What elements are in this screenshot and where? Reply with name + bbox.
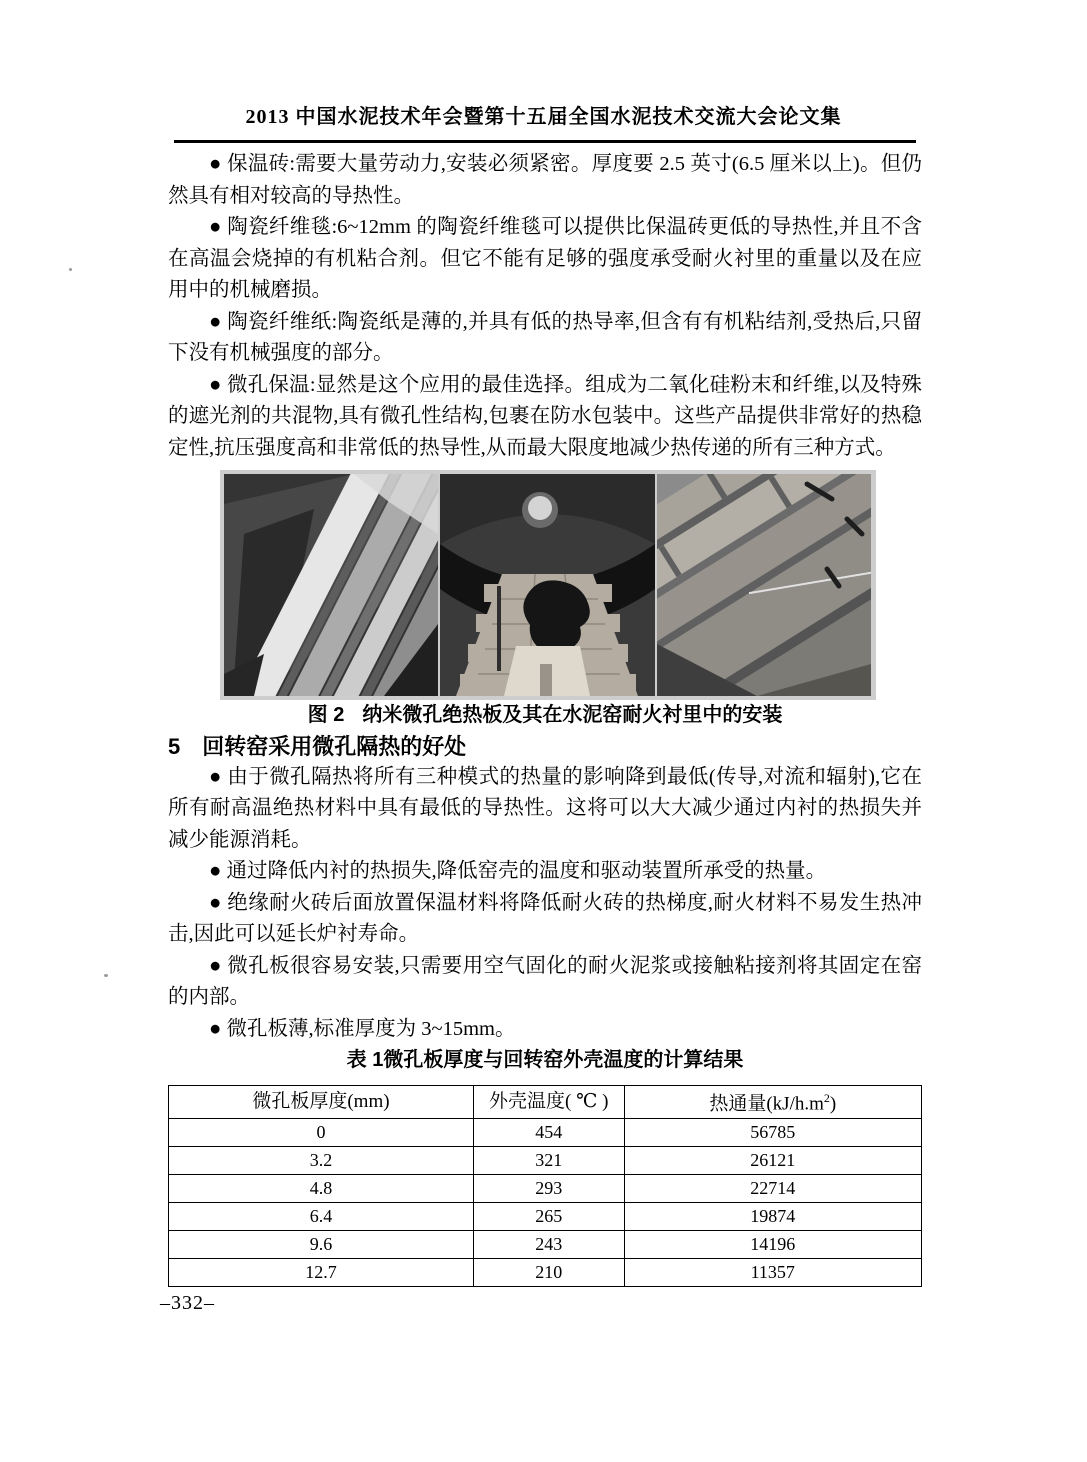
col-header-shell-temperature: 外壳温度( ℃ )	[473, 1085, 624, 1118]
bullet-lower-shell-temperature: ● 通过降低内衬的热损失,降低窑壳的温度和驱动装置所承受的热量。	[209, 860, 827, 882]
table-1-title-text: 微孔板厚度与回转窑外壳温度的计算结果	[383, 1049, 744, 1071]
bullet-lowest-conductivity: ● 由于微孔隔热将所有三种模式的热量的影响降到最低(传导,对流和辐射),它在所有耐高温绝热材料中具有最低的导热性。这将可以大大减少通过内衬的热损失并减少能源消耗。	[168, 765, 922, 851]
cell-temperature: 293	[473, 1174, 624, 1202]
table-1	[168, 1085, 922, 1287]
cell-heat-flux: 11357	[624, 1258, 921, 1286]
cell-temperature: 265	[473, 1202, 624, 1230]
cell-temperature: 210	[473, 1258, 624, 1286]
cell-thickness: 0	[169, 1118, 474, 1146]
bullet-microporous-insulation: ● 微孔保温:显然是这个应用的最佳选择。组成为二氧化硅粉末和纤维,以及特殊的遮光剂的共混物,具有微孔性结构,包裹在防水包装中。这些产品提供非常好的热稳定性,抗压强度高和非常低的热导性,从而最大限度地减少热传递的所有三种方式。	[168, 373, 922, 459]
figure-2-caption-text: 纳米微孔绝热板及其在水泥窑耐火衬里中的安装	[362, 704, 783, 726]
heat-flux-label-end: )	[829, 1093, 837, 1115]
bullet-thermal-gradient: ● 绝缘耐火砖后面放置保温材料将降低耐火砖的热梯度,耐火材料不易发生热冲击,因此可以延长炉衬寿命。	[168, 891, 922, 945]
cell-temperature: 321	[473, 1146, 624, 1174]
page-number: –332–	[160, 1292, 215, 1314]
cell-heat-flux: 26121	[624, 1146, 921, 1174]
cell-thickness: 3.2	[169, 1146, 474, 1174]
bullet-insulating-brick: ● 保温砖:需要大量劳动力,安装必须紧密。厚度要 2.5 英寸(6.5 厘米以上)。但仍然具有相对较高的导热性。	[168, 153, 922, 207]
figure-2-caption-label: 图 2	[307, 704, 345, 726]
table-row	[169, 1230, 922, 1258]
cell-thickness: 12.7	[169, 1258, 474, 1286]
cell-thickness: 4.8	[169, 1174, 474, 1202]
table-row	[169, 1174, 922, 1202]
scan-speck	[104, 974, 108, 977]
col-header-heat-flux	[624, 1085, 921, 1118]
bullet-easy-installation: ● 微孔板很容易安装,只需要用空气固化的耐火泥浆或接触粘接剂将其固定在窑的内部。	[168, 954, 922, 1008]
insulation-boards-photo	[224, 474, 438, 696]
cell-temperature: 243	[473, 1230, 624, 1258]
heat-flux-superscript: 2	[823, 1091, 830, 1106]
cell-heat-flux: 14196	[624, 1230, 921, 1258]
page-body	[168, 149, 922, 1287]
bullet-ceramic-fiber-paper: ● 陶瓷纤维纸:陶瓷纸是薄的,并具有低的热导率,但含有有机粘结剂,受热后,只留下没有机械强度的部分。	[168, 310, 922, 364]
section-5-number: 5	[168, 733, 181, 759]
section-5-title: 回转窑采用微孔隔热的好处	[202, 733, 467, 759]
proceedings-header: 2013 中国水泥技术年会暨第十五届全国水泥技术交流大会论文集	[245, 106, 842, 128]
header-rule	[174, 140, 916, 143]
table-row	[169, 1146, 922, 1174]
cell-thickness: 9.6	[169, 1230, 474, 1258]
kiln-interior-installation-photo	[440, 474, 655, 696]
cell-temperature: 454	[473, 1118, 624, 1146]
cell-thickness: 6.4	[169, 1202, 474, 1230]
table-1-title	[168, 1045, 922, 1077]
scan-speck	[69, 268, 72, 271]
heat-flux-label: 热通量(kJ/h.m	[709, 1093, 824, 1115]
figure-2-caption	[168, 700, 922, 732]
table-row	[169, 1118, 922, 1146]
table-header-row	[169, 1085, 922, 1118]
bullet-ceramic-fiber-blanket: ● 陶瓷纤维毯:6~12mm 的陶瓷纤维毯可以提供比保温砖更低的导热性,并且不含在高温会烧掉的有机粘合剂。但它不能有足够的强度承受耐火衬里的重量以及在应用中的机械磨损。	[168, 216, 922, 301]
table-row	[169, 1202, 922, 1230]
cell-heat-flux: 56785	[624, 1118, 921, 1146]
table-1-title-label: 表 1	[346, 1049, 384, 1071]
cell-heat-flux: 22714	[624, 1174, 921, 1202]
table-row	[169, 1258, 922, 1286]
brick-lining-photo	[657, 474, 871, 696]
col-header-board-thickness: 微孔板厚度(mm)	[169, 1085, 474, 1118]
cell-heat-flux: 19874	[624, 1202, 921, 1230]
bullet-thin-board: ● 微孔板薄,标准厚度为 3~15mm。	[209, 1017, 516, 1040]
figure-2-photo-strip	[220, 470, 876, 700]
section-5-heading	[168, 732, 922, 762]
